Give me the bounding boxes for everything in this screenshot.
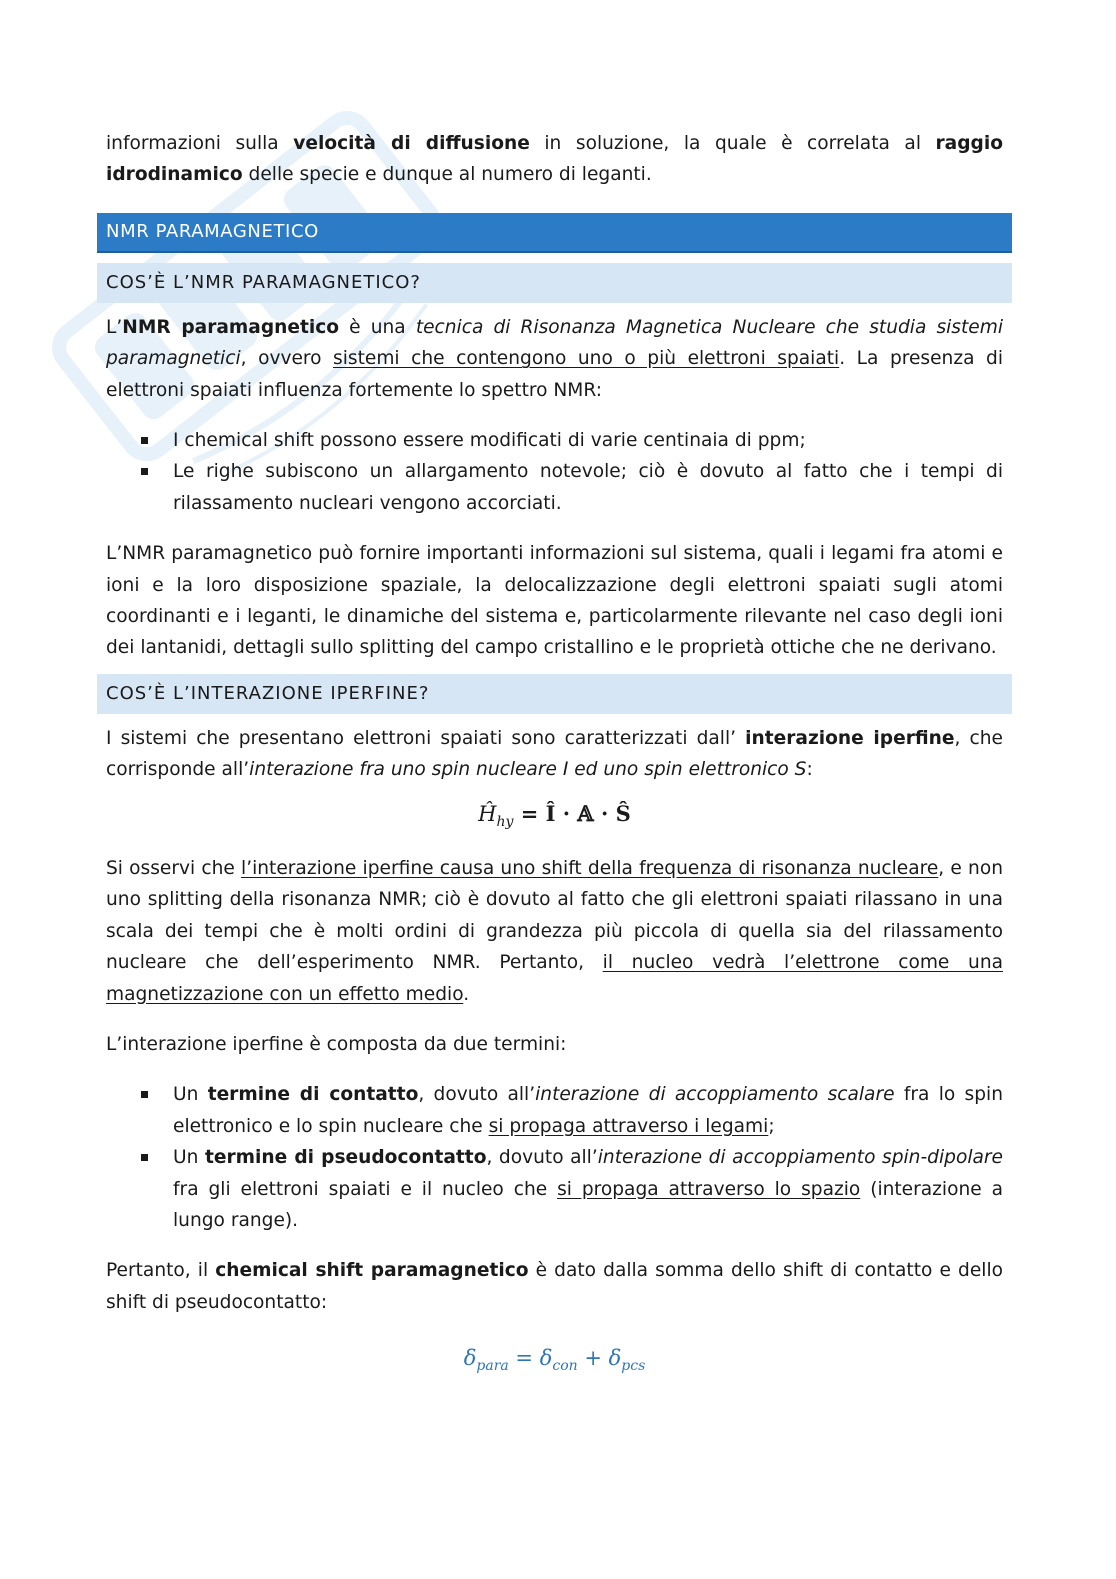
list-item: I chemical shift possono essere modificati di varie centinaia di ppm; (173, 425, 1003, 456)
subsection-heading-2: COS’È L’INTERAZIONE IPERFINE? (97, 674, 1012, 714)
list-item: Le righe subiscono un allargamento notevole; ciò è dovuto al fatto che i tempi di rilassamento nucleari vengono accorciati. (173, 456, 1003, 519)
bullet-list-1 (106, 425, 1003, 519)
paragraph-1: L’NMR paramagnetico è una tecnica di Risonanza Magnetica Nucleare che studia sistemi paramagnetici, ovvero sistemi che contengono uno o più elettroni spaiati. La presenza di elettroni spaiati influenza fortemente lo spettro NMR: (106, 316, 1003, 401)
bold-term: velocità di diffusione (293, 133, 530, 154)
paragraph-intro: informazioni sulla velocità di diffusione in soluzione, la quale è correlata al raggio idrodinamico delle specie e dunque al numero di leganti. (106, 133, 1003, 186)
paragraph-2: L’NMR paramagnetico può fornire importanti informazioni sul sistema, quali i legami fra atomi e ioni e la loro disposizione spaziale, la delocalizzazione degli elettroni spaiati sugli atomi coordinanti e i leganti, le dinamiche del sistema e, particolarmente rilevante nel caso degli ioni dei lantanidi, dettagli sullo splitting del campo cristallino e le proprietà ottiche che ne derivano. (106, 543, 1003, 659)
bold-term: interazione iperfine (745, 727, 955, 749)
bold-term: raggio idrodinamico (106, 133, 1003, 186)
paragraph-4: Si osservi che l’interazione iperfine causa uno shift della frequenza di risonanza nucleare, e non uno splitting della risonanza NMR; ciò è dovuto al fatto che gli elettroni spaiati rilassano in una scala dei tempi che è molti ordini di grandezza più piccola di quella sia del rilassamento nucleare che dell’esperimento NMR. Pertanto, il nucleo vedrà l’elettrone come una magnetizzazione con un effetto medio. (106, 857, 1003, 1005)
section-heading: NMR PARAMAGNETICO (97, 213, 1012, 253)
equation-hyperfine: $Ĥ_{hy}$ = Î · 𝔸 · Ŝ (478, 800, 631, 830)
list-item: Un termine di pseudocontatto, dovuto all’interazione di accoppiamento spin-dipolare fra gli elettroni spaiati e il nucleo che si propaga attraverso lo spazio (interazione a lungo range). (173, 1142, 1003, 1236)
italic-phrase: interazione fra uno spin nucleare I ed uno spin elettronico S (249, 759, 807, 781)
underlined-phrase: sistemi che contengono uno o più elettroni spaiati (333, 348, 840, 370)
subsection-heading-1: COS’È L’NMR PARAMAGNETICO? (97, 263, 1012, 303)
equation-paramagnetic-shift: $\delta_{para} = \delta_{con} + \delta_{pcs}$ (463, 1346, 646, 1375)
paragraph-6: Pertanto, il chemical shift paramagnetico è dato dalla somma dello shift di contatto e dello shift di pseudocontatto: (106, 1260, 1003, 1313)
bullet-list-2 (106, 1079, 1003, 1236)
bold-term: NMR paramagnetico (122, 316, 340, 338)
italic-phrase: tecnica di Risonanza Magnetica Nucleare che studia sistemi paramagnetici (106, 316, 1003, 370)
paragraph-5: L’interazione iperfine è composta da due termini: (106, 1033, 567, 1055)
underlined-phrase: l’interazione iperfine causa uno shift della frequenza di risonanza nucleare (241, 857, 939, 879)
document-body (106, 128, 1003, 1384)
paragraph-3: I sistemi che presentano elettroni spaiati sono caratterizzati dall’ interazione iperfine, che corrisponde all’interazione fra uno spin nucleare I ed uno spin elettronico S: (106, 727, 1003, 781)
underlined-phrase: il nucleo vedrà l’elettrone come una magnetizzazione con un effetto medio (106, 952, 1003, 1005)
bold-term: chemical shift paramagnetico (215, 1260, 529, 1282)
list-item: Un termine di contatto, dovuto all’interazione di accoppiamento scalare fra lo spin elettronico e lo spin nucleare che si propaga attraverso i legami; (173, 1079, 1003, 1142)
